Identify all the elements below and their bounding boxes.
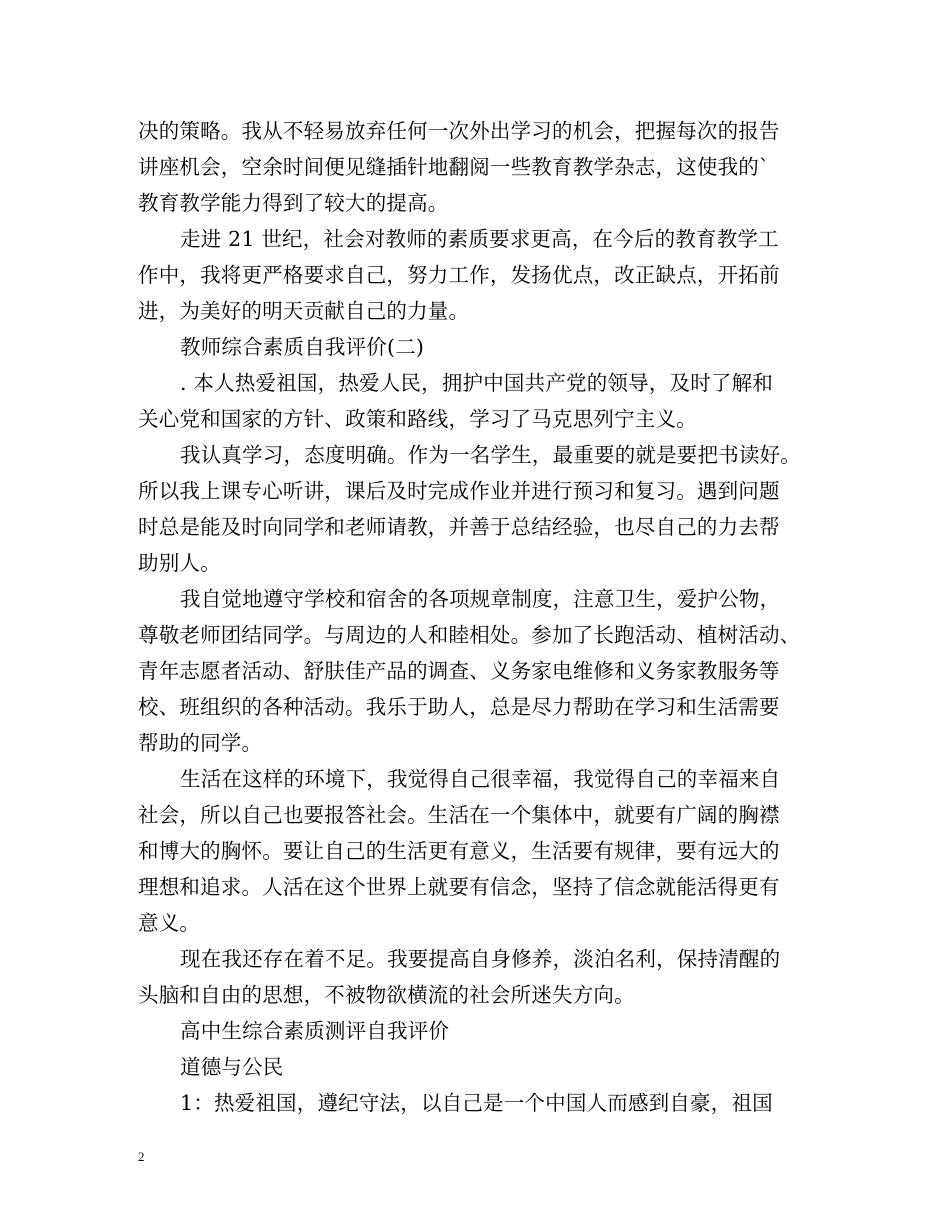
text-line: 走进 21 世纪，社会对教师的素质要求更高，在今后的教育教学工 — [180, 227, 779, 251]
text-line: 时总是能及时向同学和老师请教，并善于总结经验，也尽自己的力去帮 — [138, 515, 780, 539]
text-line: 1：热爱祖国，遵纪守法，以自己是一个中国人而感到自豪，祖国 — [180, 1091, 773, 1115]
text-line: 现在我还存在着不足。我要提高自身修养，淡泊名利，保持清醒的 — [180, 947, 781, 971]
text-line: 生活在这样的环境下，我觉得自己很幸福，我觉得自己的幸福来自 — [180, 767, 781, 791]
section-heading: 道德与公民 — [180, 1055, 284, 1079]
text-line: 教育教学能力得到了较大的提高。 — [138, 191, 449, 215]
text-line: 校、班组织的各种活动。我乐于助人，总是尽力帮助在学习和生活需要 — [138, 695, 780, 719]
text-line: 助别人。 — [138, 551, 221, 575]
text-line: 帮助的同学。 — [138, 731, 263, 755]
text-line: 意义。 — [138, 911, 201, 935]
text-line: 头脑和自由的思想，不被物欲横流的社会所迷失方向。 — [138, 983, 635, 1007]
text-line: 关心党和国家的方针、政策和路线，学习了马克思列宁主义。 — [138, 407, 697, 431]
text-line: 决的策略。我从不轻易放弃任何一次外出学习的机会，把握每次的报告 — [138, 119, 780, 143]
text-line: 理想和追求。人活在这个世界上就要有信念，坚持了信念就能活得更有 — [138, 875, 780, 899]
text-line: 进，为美好的明天贡献自己的力量。 — [138, 299, 470, 323]
text-line: 社会，所以自己也要报答社会。生活在一个集体中，就要有广阔的胸襟 — [138, 803, 780, 827]
section-heading: 教师综合素质自我评价(二) — [180, 335, 425, 359]
text-line: . 本人热爱祖国，热爱人民，拥护中国共产党的领导，及时了解和 — [180, 371, 774, 395]
page-number: 2 — [138, 1149, 145, 1164]
text-line: 和博大的胸怀。要让自己的生活更有意义，生活要有规律，要有远大的 — [138, 839, 780, 863]
text-line: 尊敬老师团结同学。与周边的人和睦相处。参加了长跑活动、植树活动、 — [138, 623, 801, 647]
text-line: 我自觉地遵守学校和宿舍的各项规章制度，注意卫生，爱护公物， — [180, 587, 781, 611]
text-line: 作中，我将更严格要求自己，努力工作，发扬优点，改正缺点，开拓前 — [138, 263, 780, 287]
text-line: 所以我上课专心听讲，课后及时完成作业并进行预习和复习。遇到问题 — [138, 479, 780, 503]
text-line: 青年志愿者活动、舒肤佳产品的调查、义务家电维修和义务家教服务等 — [138, 659, 780, 683]
text-line: 我认真学习，态度明确。作为一名学生，最重要的就是要把书读好。 — [180, 443, 801, 467]
text-line: 讲座机会，空余时间便见缝插针地翻阅一些教育教学杂志，这使我的` — [138, 155, 770, 179]
section-heading: 高中生综合素质测评自我评价 — [180, 1019, 450, 1043]
